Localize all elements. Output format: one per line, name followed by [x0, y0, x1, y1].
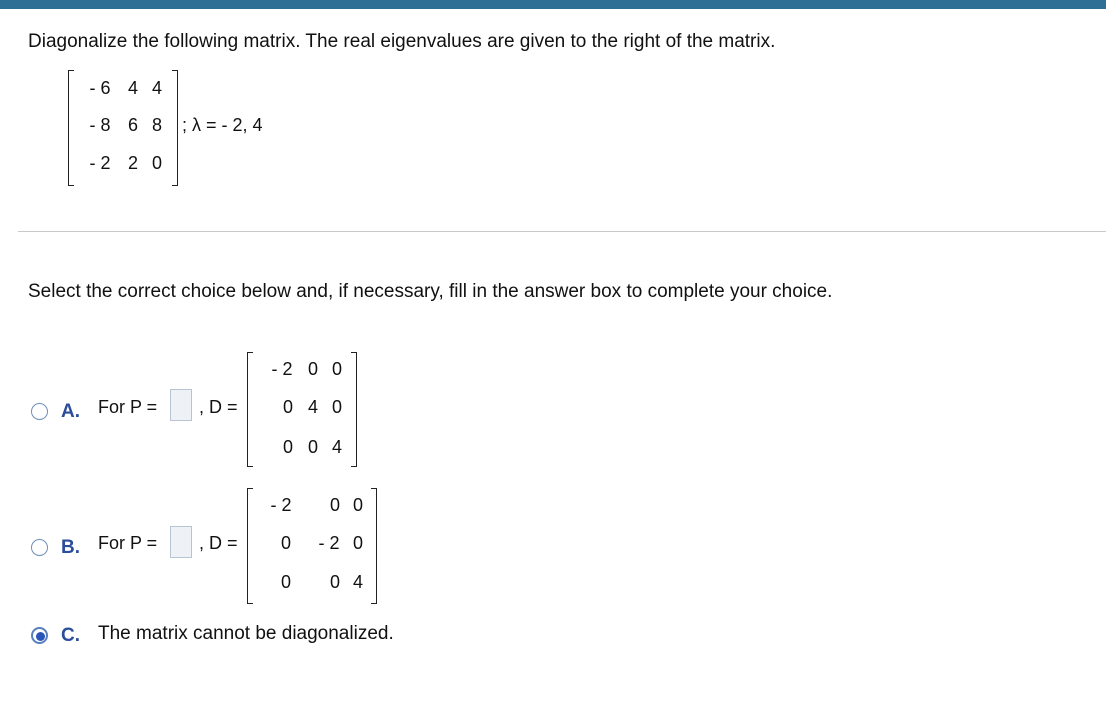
choice-c-text: The matrix cannot be diagonalized.: [98, 623, 394, 644]
matrix-cell: 4: [127, 78, 139, 98]
choice-b-d-matrix: [247, 488, 377, 604]
matrix-cell: 0: [307, 437, 319, 457]
matrix-cell: 4: [352, 572, 364, 592]
matrix-cell: 0: [329, 495, 341, 515]
choice-a-p-answer-box[interactable]: [170, 389, 192, 421]
matrix-cell: 4: [151, 78, 163, 98]
eigenvalues-text: ; λ = - 2, 4: [182, 115, 263, 135]
matrix-cell: - 2: [271, 359, 293, 379]
matrix-cell: 0: [151, 153, 163, 173]
choice-a-for-p-label: For P =: [98, 397, 158, 417]
matrix-cell: 0: [352, 495, 364, 515]
matrix-cell: 4: [331, 437, 343, 457]
matrix-cell: 0: [282, 437, 294, 457]
matrix-cell: 0: [329, 572, 341, 592]
matrix-cell: - 2: [89, 153, 111, 173]
divider: [18, 231, 1106, 232]
matrix-bracket-right: [371, 488, 377, 604]
top-bar: [0, 0, 1106, 9]
matrix-cell: 0: [307, 359, 319, 379]
matrix-cell: 0: [331, 359, 343, 379]
matrix-cell: 0: [282, 397, 294, 417]
matrix-cell: - 2: [318, 533, 340, 553]
choice-b-radio[interactable]: [31, 539, 48, 556]
question-prompt: Diagonalize the following matrix. The real eigenvalues are given to the right of the matrix.: [28, 31, 776, 52]
matrix-bracket-right: [172, 70, 178, 186]
choice-b-p-answer-box[interactable]: [170, 526, 192, 558]
matrix-cell: - 8: [89, 115, 111, 135]
choice-c-letter: C.: [61, 625, 80, 646]
matrix-cell: 2: [127, 153, 139, 173]
choice-b-d-label: , D =: [199, 533, 238, 553]
matrix-bracket-left: [68, 70, 74, 186]
matrix-cell: 6: [127, 115, 139, 135]
matrix-bracket-left: [247, 352, 253, 467]
choice-a-letter: A.: [61, 401, 80, 422]
matrix-bracket-left: [247, 488, 253, 604]
choice-a-d-matrix: [247, 352, 357, 467]
choice-b-for-p-label: For P =: [98, 533, 158, 553]
matrix-cell: 8: [151, 115, 163, 135]
matrix-cell: - 2: [270, 495, 292, 515]
matrix-cell: 0: [280, 572, 292, 592]
question-matrix: [68, 70, 178, 186]
choice-c-radio[interactable]: [31, 627, 48, 644]
choice-a-radio[interactable]: [31, 403, 48, 420]
choice-a-d-label: , D =: [199, 397, 238, 417]
choice-b-letter: B.: [61, 537, 80, 558]
instruction-text: Select the correct choice below and, if necessary, fill in the answer box to complete your choice.: [28, 281, 833, 302]
matrix-cell: 0: [352, 533, 364, 553]
matrix-bracket-right: [351, 352, 357, 467]
matrix-cell: 0: [280, 533, 292, 553]
matrix-cell: 4: [307, 397, 319, 417]
radio-selected-dot: [36, 632, 45, 641]
matrix-cell: 0: [331, 397, 343, 417]
matrix-cell: - 6: [89, 78, 111, 98]
